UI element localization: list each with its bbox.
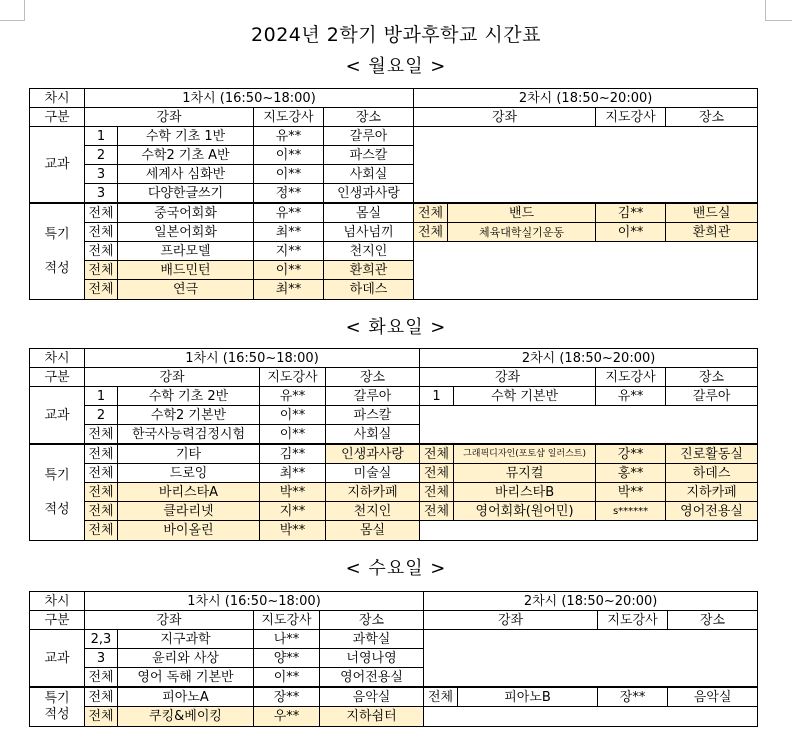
course-cell: 쿠킹&베이킹 (118, 707, 254, 727)
category-gyogwa: 교과 (30, 387, 85, 445)
place-cell: 갈루아 (324, 127, 414, 146)
grade-cell: 1 (85, 387, 118, 406)
teacher-cell: 박** (260, 521, 326, 541)
place-cell: 몸실 (324, 203, 414, 223)
course-cell: 바리스타B (454, 483, 596, 502)
course-cell: 일본어회화 (118, 223, 254, 242)
grade-cell: 전체 (85, 223, 118, 242)
empty-cell (420, 521, 758, 541)
header-teacher: 지도강사 (596, 368, 666, 387)
place-cell: 천지인 (324, 242, 414, 261)
grade-cell: 전체 (414, 203, 448, 223)
teacher-cell: s****** (596, 502, 666, 521)
table-row (30, 707, 758, 727)
course-cell: 배드민턴 (118, 261, 254, 280)
course-cell: 중국어회화 (118, 203, 254, 223)
course-cell: 세계사 심화반 (118, 165, 254, 184)
day-heading-tuesday: < 화요일 > (345, 317, 447, 338)
header-course: 강좌 (85, 368, 260, 387)
grade-cell: 2,3 (85, 630, 118, 649)
document-title: 2024년 2학기 방과후학교 시간표 (251, 24, 541, 46)
grade-cell: 전체 (420, 502, 454, 521)
header-place: 장소 (668, 611, 758, 630)
teacher-cell: 나** (254, 630, 320, 649)
empty-cell (414, 242, 758, 300)
header-gubun: 구분 (30, 611, 85, 630)
table-row (30, 630, 758, 649)
header-teacher: 지도강사 (254, 108, 324, 127)
course-cell: 뮤지컬 (454, 464, 596, 483)
grade-cell: 전체 (85, 261, 118, 280)
teacher-cell: 이** (260, 406, 326, 425)
header-chasi: 차시 (30, 349, 85, 368)
header-place: 장소 (666, 108, 758, 127)
teacher-cell: 장** (598, 687, 668, 707)
grade-cell: 전체 (85, 425, 118, 445)
empty-cell (414, 127, 758, 204)
category-gyogwa: 교과 (30, 630, 85, 688)
table-row (30, 687, 758, 707)
grade-cell: 전체 (420, 464, 454, 483)
course-cell: 윤리와 사상 (118, 649, 254, 668)
place-cell: 환희관 (324, 261, 414, 280)
header-course: 강좌 (420, 368, 596, 387)
grade-cell: 2 (85, 406, 118, 425)
header-row (30, 368, 758, 387)
timetable-monday (29, 88, 758, 300)
table-row (30, 502, 758, 521)
place-cell: 지하쉼터 (320, 707, 424, 727)
teacher-cell: 유** (254, 203, 324, 223)
course-cell: 체육대학실기운동 (448, 223, 596, 242)
place-cell: 영어전용실 (320, 668, 424, 688)
category-label: 적성 (44, 261, 70, 276)
place-cell: 밴드실 (666, 203, 758, 223)
place-cell: 과학실 (320, 630, 424, 649)
header-row (30, 592, 758, 611)
empty-cell (424, 707, 758, 727)
grade-cell: 전체 (85, 687, 118, 707)
course-cell: 드로잉 (118, 464, 260, 483)
header-gubun: 구분 (30, 368, 85, 387)
teacher-cell: 박** (596, 483, 666, 502)
course-cell: 그래픽디자인(포토샵 일러스트) (454, 444, 596, 464)
empty-cell (420, 406, 758, 445)
header-place: 장소 (666, 368, 758, 387)
place-cell: 천지인 (326, 502, 420, 521)
table-row (30, 444, 758, 464)
page-corner-mark (765, 0, 792, 21)
place-cell: 너영나영 (320, 649, 424, 668)
category-label: 적성 (44, 707, 70, 722)
header-row (30, 349, 758, 368)
header-chasi: 차시 (30, 89, 85, 108)
course-cell: 피아노B (458, 687, 598, 707)
header-period-1: 1차시 (16:50~18:00) (85, 89, 414, 108)
day-heading-wednesday: < 수요일 > (345, 558, 447, 579)
teacher-cell: 이** (254, 261, 324, 280)
header-place: 장소 (320, 611, 424, 630)
place-cell: 넘사넘끼 (324, 223, 414, 242)
course-cell: 프라모델 (118, 242, 254, 261)
course-cell: 바리스타A (118, 483, 260, 502)
grade-cell: 전체 (85, 203, 118, 223)
teacher-cell: 이** (254, 165, 324, 184)
header-period-2: 2차시 (18:50~20:00) (414, 89, 758, 108)
grade-cell: 전체 (420, 483, 454, 502)
teacher-cell: 유** (260, 387, 326, 406)
place-cell: 하데스 (324, 280, 414, 300)
grade-cell: 3 (85, 165, 118, 184)
teacher-cell: 이** (596, 223, 666, 242)
timetable-wednesday (29, 591, 758, 727)
grade-cell: 1 (420, 387, 454, 406)
grade-cell: 전체 (85, 483, 118, 502)
grade-cell: 전체 (85, 464, 118, 483)
course-cell: 수학 기초 2반 (118, 387, 260, 406)
teacher-cell: 김** (596, 203, 666, 223)
grade-cell: 전체 (414, 223, 448, 242)
header-teacher: 지도강사 (254, 611, 320, 630)
course-cell: 피아노A (118, 687, 254, 707)
course-cell: 다양한글쓰기 (118, 184, 254, 204)
grade-cell: 전체 (424, 687, 458, 707)
header-period-1: 1차시 (16:50~18:00) (85, 349, 420, 368)
category-teukgi (30, 203, 85, 300)
teacher-cell: 최** (254, 280, 324, 300)
place-cell: 영어전용실 (666, 502, 758, 521)
timetable-tuesday (29, 348, 758, 541)
place-cell: 미술실 (326, 464, 420, 483)
grade-cell: 전체 (85, 707, 118, 727)
grade-cell: 1 (85, 127, 118, 146)
place-cell: 하데스 (666, 464, 758, 483)
course-cell: 한국사능력검정시험 (118, 425, 260, 445)
place-cell: 음악실 (668, 687, 758, 707)
place-cell: 인생과사랑 (324, 184, 414, 204)
header-gubun: 구분 (30, 108, 85, 127)
table-row (30, 387, 758, 406)
place-cell: 지하카페 (666, 483, 758, 502)
teacher-cell: 이** (260, 425, 326, 445)
course-cell: 지구과학 (118, 630, 254, 649)
course-cell: 연극 (118, 280, 254, 300)
header-course: 강좌 (414, 108, 596, 127)
header-place: 장소 (326, 368, 420, 387)
teacher-cell: 최** (260, 464, 326, 483)
category-teukgi (30, 687, 85, 727)
header-row (30, 89, 758, 108)
teacher-cell: 유** (254, 127, 324, 146)
teacher-cell: 양** (254, 649, 320, 668)
header-period-1: 1차시 (16:50~18:00) (85, 592, 424, 611)
table-row (30, 127, 758, 146)
category-label: 특기 (44, 468, 70, 483)
teacher-cell: 김** (260, 444, 326, 464)
place-cell: 인생과사랑 (326, 444, 420, 464)
table-row (30, 483, 758, 502)
header-teacher: 지도강사 (596, 108, 666, 127)
course-cell: 영어 독해 기본반 (118, 668, 254, 688)
grade-cell: 전체 (85, 242, 118, 261)
grade-cell: 전체 (85, 502, 118, 521)
header-teacher: 지도강사 (260, 368, 326, 387)
grade-cell: 3 (85, 649, 118, 668)
place-cell: 사회실 (324, 165, 414, 184)
table-row (30, 406, 758, 425)
teacher-cell: 최** (254, 223, 324, 242)
table-row (30, 464, 758, 483)
table-row (30, 203, 758, 223)
header-row (30, 611, 758, 630)
course-cell: 클라리넷 (118, 502, 260, 521)
teacher-cell: 강** (596, 444, 666, 464)
course-cell: 바이올린 (118, 521, 260, 541)
teacher-cell: 지** (260, 502, 326, 521)
category-teukgi (30, 444, 85, 541)
day-heading-monday: < 월요일 > (345, 56, 447, 77)
teacher-cell: 유** (596, 387, 666, 406)
place-cell: 환희관 (666, 223, 758, 242)
teacher-cell: 지** (254, 242, 324, 261)
course-cell: 수학 기초 1반 (118, 127, 254, 146)
place-cell: 갈루아 (326, 387, 420, 406)
header-period-2: 2차시 (18:50~20:00) (424, 592, 758, 611)
header-chasi: 차시 (30, 592, 85, 611)
course-cell: 수학2 기초 A반 (118, 146, 254, 165)
grade-cell: 3 (85, 184, 118, 204)
category-label: 특기 (44, 227, 70, 242)
header-course: 강좌 (85, 108, 254, 127)
place-cell: 파스칼 (326, 406, 420, 425)
course-cell: 수학2 기본반 (118, 406, 260, 425)
grade-cell: 전체 (85, 668, 118, 688)
header-row (30, 108, 758, 127)
grade-cell: 2 (85, 146, 118, 165)
category-label: 적성 (44, 502, 70, 517)
place-cell: 음악실 (320, 687, 424, 707)
header-teacher: 지도강사 (598, 611, 668, 630)
teacher-cell: 장** (254, 687, 320, 707)
table-row (30, 521, 758, 541)
teacher-cell: 우** (254, 707, 320, 727)
page-corner-mark (0, 0, 25, 21)
place-cell: 몸실 (326, 521, 420, 541)
place-cell: 진로활동실 (666, 444, 758, 464)
table-row (30, 223, 758, 242)
place-cell: 파스칼 (324, 146, 414, 165)
teacher-cell: 박** (260, 483, 326, 502)
category-gyogwa: 교과 (30, 127, 85, 204)
grade-cell: 전체 (85, 280, 118, 300)
grade-cell: 전체 (85, 521, 118, 541)
header-place: 장소 (324, 108, 414, 127)
empty-cell (424, 630, 758, 688)
course-cell: 기타 (118, 444, 260, 464)
teacher-cell: 홍** (596, 464, 666, 483)
header-period-2: 2차시 (18:50~20:00) (420, 349, 758, 368)
header-course: 강좌 (424, 611, 598, 630)
course-cell: 밴드 (448, 203, 596, 223)
place-cell: 갈루아 (666, 387, 758, 406)
place-cell: 사회실 (326, 425, 420, 445)
grade-cell: 전체 (420, 444, 454, 464)
header-course: 강좌 (85, 611, 254, 630)
table-row (30, 242, 758, 261)
teacher-cell: 이** (254, 668, 320, 688)
teacher-cell: 정** (254, 184, 324, 204)
teacher-cell: 이** (254, 146, 324, 165)
category-label: 특기 (44, 691, 70, 706)
course-cell: 영어회화(원어민) (454, 502, 596, 521)
grade-cell: 전체 (85, 444, 118, 464)
course-cell: 수학 기본반 (454, 387, 596, 406)
place-cell: 지하카페 (326, 483, 420, 502)
